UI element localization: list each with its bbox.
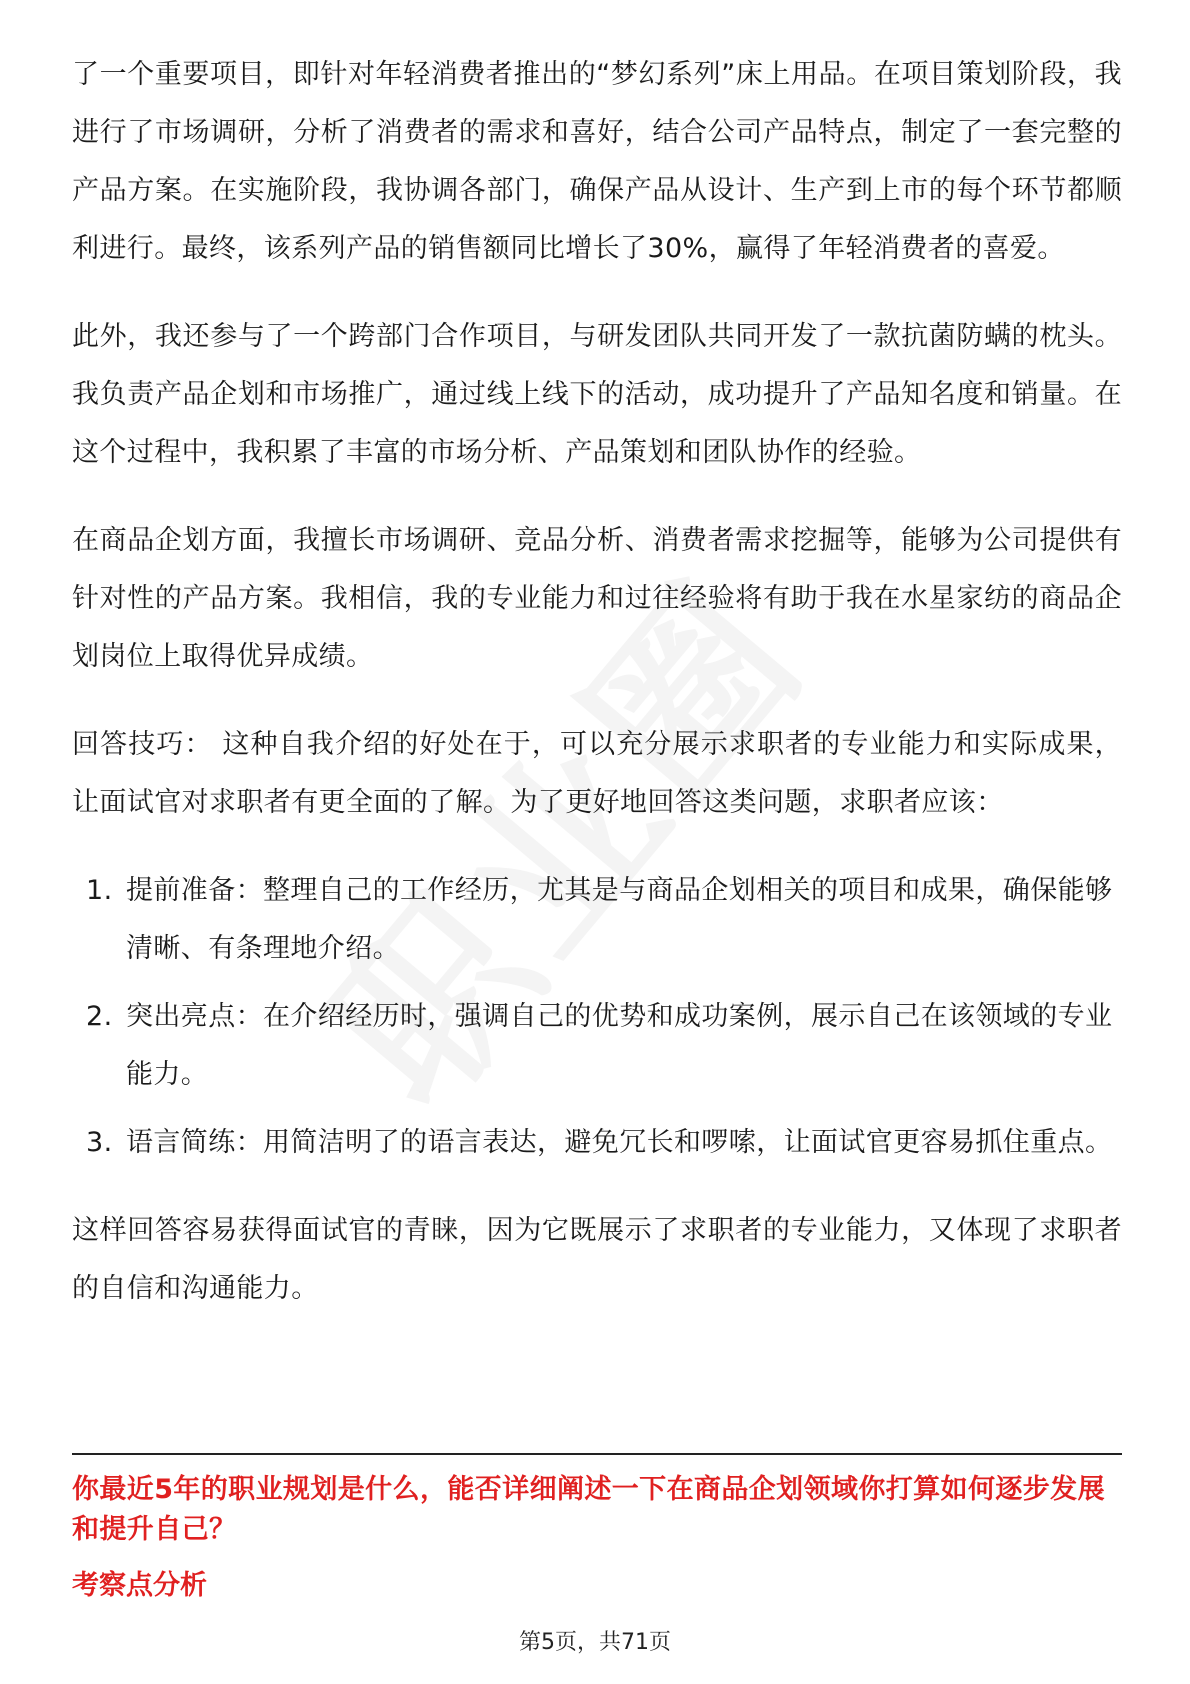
answer-body [72,46,1122,1348]
interview-question: 你最近5年的职业规划是什么，能否详细阐述一下在商品企划领域你打算如何逐步发展和提升自己？ [72,1474,1105,1545]
list-item [72,988,1122,1104]
paragraph-closing: 这样回答容易获得面试官的青睐，因为它既展示了求职者的专业能力，又体现了求职者的自信和沟通能力。 [72,1215,1122,1304]
page-number: 第5页，共71页 [519,1630,671,1655]
list-item-text: 语言简练：用简洁明了的语言表达，避免冗长和啰嗦，让面试官更容易抓住重点。 [126,1127,1113,1158]
list-number: 1. [86,875,113,906]
section-divider [72,1453,1122,1455]
paragraph-project-experience: 了一个重要项目，即针对年轻消费者推出的“梦幻系列”床上用品。在项目策划阶段，我进行了市场调研，分析了消费者的需求和喜好，结合公司产品特点，制定了一套完整的产品方案。在实施阶段，我协调各部门，确保产品从设计、生产到上市的每个环节都顺利进行。最终，该系列产品的销售额同比增长了30%，赢得了年轻消费者的喜爱。 [72,59,1122,264]
paragraph-cross-department: 此外，我还参与了一个跨部门合作项目，与研发团队共同开发了一款抗菌防螨的枕头。我负责产品企划和市场推广，通过线上线下的活动，成功提升了产品知名度和销量。在这个过程中，我积累了丰富的市场分析、产品策划和团队协作的经验。 [72,321,1122,468]
paragraph-strengths: 在商品企划方面，我擅长市场调研、竞品分析、消费者需求挖掘等，能够为公司提供有针对性的产品方案。我相信，我的专业能力和过往经验将有助于我在水星家纺的商品企划岗位上取得优异成绩。 [72,525,1122,672]
section-heading-analysis: 考察点分析 [72,1570,207,1601]
list-item-text: 突出亮点：在介绍经历时，强调自己的优势和成功案例，展示自己在该领域的专业能力。 [126,1001,1113,1090]
list-item [72,1114,1122,1172]
list-number: 2. [86,1001,113,1032]
list-item [72,862,1122,978]
list-item-text: 提前准备：整理自己的工作经历，尤其是与商品企划相关的项目和成果，确保能够清晰、有条理地介绍。 [126,875,1113,964]
paragraph-answer-tips: 回答技巧： 这种自我介绍的好处在于，可以充分展示求职者的专业能力和实际成果，让面试官对求职者有更全面的了解。为了更好地回答这类问题，求职者应该： [72,729,1122,818]
tips-list [72,862,1122,1172]
list-number: 3. [86,1127,113,1158]
